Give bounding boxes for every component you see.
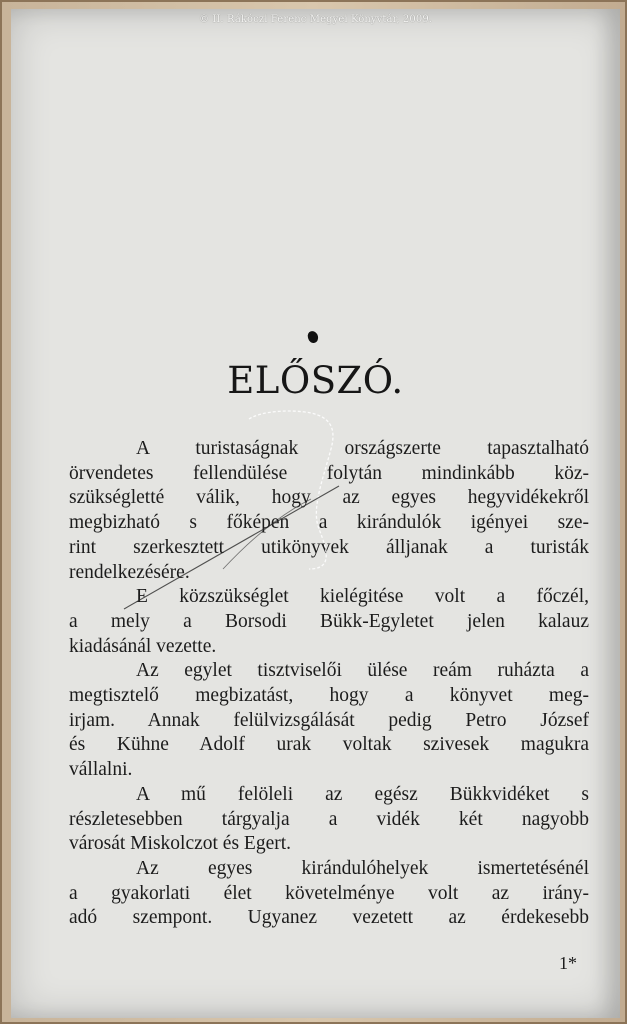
text-line: megtisztelő megbizatást, hogy a könyvet meg- [69, 685, 589, 707]
text-line: Az egyes kirándulóhelyek ismertetésénél [136, 857, 589, 879]
text-line: részletesebben tárgyalja a vidék két nagyobb [69, 808, 589, 830]
text-line: és Kühne Adolf urak voltak szivesek magukra [69, 734, 589, 756]
text-line: rendelkezésére. [69, 561, 190, 583]
text-line: szükségletté válik, hogy az egyes hegyvidékekről [69, 487, 589, 509]
text-line: irjam. Annak felülvizsgálását pedig Petro József [69, 709, 589, 731]
text-line: rint szerkesztett utikönyvek álljanak a turisták [69, 536, 589, 558]
text-line: E közszükséglet kielégitése volt a főczél, [136, 586, 589, 608]
text-line: vállalni. [69, 759, 133, 781]
text-line: megbizható s főképen a kirándulók igényei sze- [69, 512, 589, 534]
copyright-watermark: © II. Rákóczi Ferenc Megyei Könyvtár, 2009. [198, 14, 433, 25]
text-line: örvendetes fellendülése folytán mindinkább köz- [69, 462, 589, 484]
page-heading: ELŐSZÓ. [227, 359, 404, 402]
text-line: Az egylet tisztviselői ülése reám ruházta a [136, 660, 589, 682]
text-line: A mű felöleli az egész Bükkvidéket s [136, 783, 589, 805]
text-line: kiadásánál vezette. [69, 635, 217, 657]
text-line: a mely a Borsodi Bükk-Egyletet jelen kalauz [69, 610, 589, 632]
text-line: A turistaságnak országszerte tapasztalható [136, 438, 589, 459]
text-line: adó szempont. Ugyanez vezetett az érdekesebb [69, 907, 589, 929]
preface-body [69, 437, 589, 931]
ink-speck [307, 330, 320, 344]
text-line: városát Miskolczot és Egert. [69, 833, 292, 855]
text-line: a gyakorlati élet követelménye volt az irány- [69, 882, 589, 904]
page-number: 1* [559, 953, 577, 973]
scanned-page [11, 9, 620, 1018]
